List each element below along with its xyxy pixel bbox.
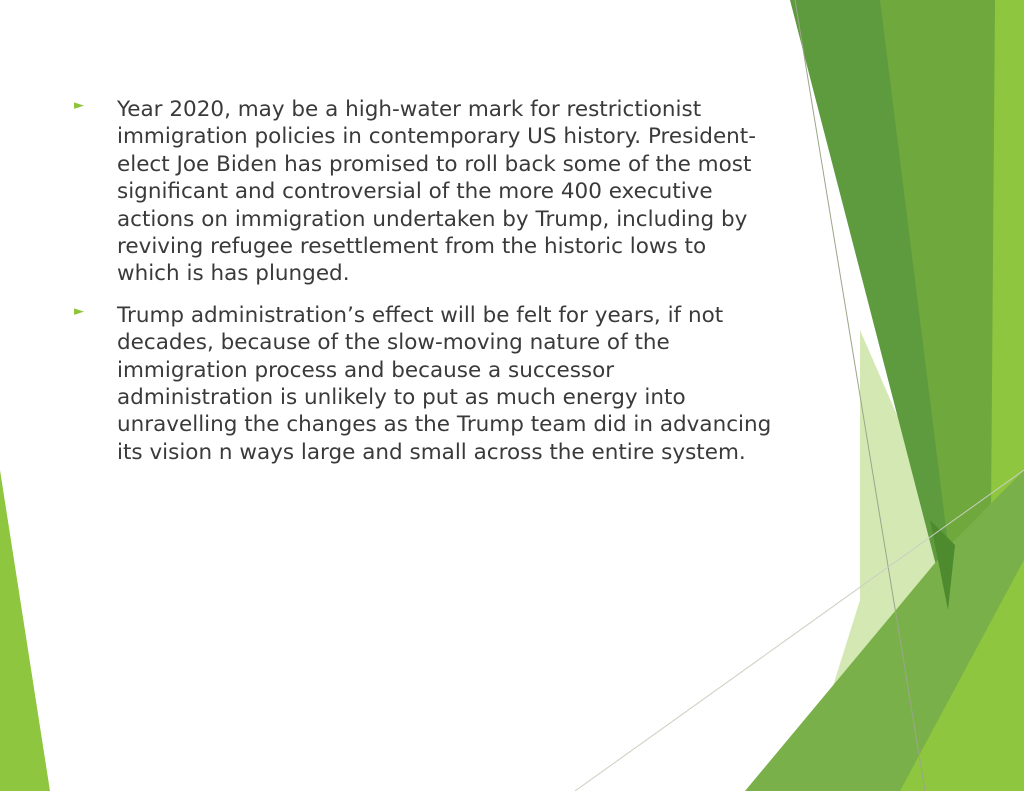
bullet-item xyxy=(74,302,774,466)
bullet-arrow-icon: ► xyxy=(74,303,84,319)
bullet-arrow-icon: ► xyxy=(74,98,84,113)
bullet-list xyxy=(74,96,774,480)
bullet-text: Trump administration’s effect will be felt for years, if not decades, because of the slow-moving nature of the immigration process and because a successor administration is unlikely to put as much energy into unravelling the changes as the Trump team did in advancing its vision n ways large and small across the entire system. xyxy=(117,302,772,465)
left-green-sliver xyxy=(0,470,50,791)
bullet-item xyxy=(74,96,774,288)
bullet-text: Year 2020, may be a high-water mark for restrictionist immigration policies in contemporary US history. President-elect Joe Biden has promised to roll back some of the most significant and controversial of the more 400 executive actions on immigration undertaken by Trump, including by reviving refugee resettlement from the historic lows to which is has plunged. xyxy=(117,97,756,287)
